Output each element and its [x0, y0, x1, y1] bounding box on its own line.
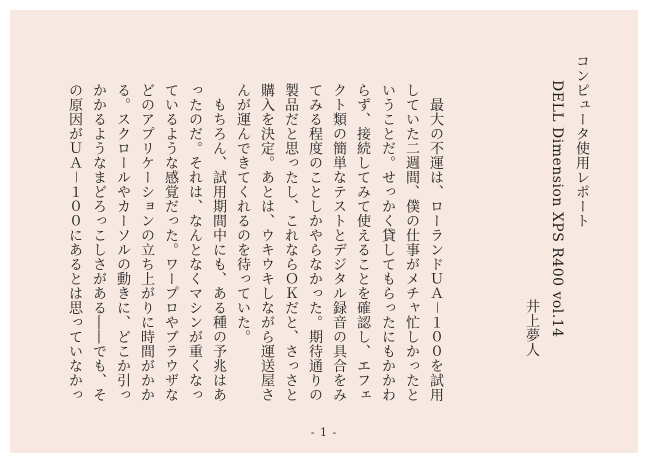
series-title: コンピュータ使用レポート	[574, 54, 590, 228]
body-line: クト類の簡単なテストとデジタル録音の具合をみ	[331, 83, 347, 402]
body-line: の原因がＵＡ－１００にあるとは思っていなかっ	[67, 83, 83, 402]
document-subtitle: DELL Dimension XPS R400 vol.14	[549, 80, 565, 338]
body-line: していた二週間、僕の仕事がメチャ忙しかったと	[404, 83, 420, 402]
body-line: らず、接続してみて使えることを確認し、エフェ	[355, 83, 371, 402]
body-line: る。スクロールやカーソルの動きに、どこか引っ	[115, 83, 131, 402]
body-line: 最大の不運は、ローランドＵＡ－１００を試用	[428, 83, 444, 402]
body-line: いうことだ。せっかく貸してもらったにもかかわ	[380, 83, 396, 402]
body-line: んが運んできてくれるのを待っていた。	[235, 83, 251, 344]
body-line: 購入を決定。あとは、ウキウキしながら運送屋さ	[259, 83, 275, 402]
page-number: - 1 -	[310, 426, 338, 439]
body-line: もちろん、試用期間中にも、ある種の予兆はあ	[211, 83, 227, 402]
body-line: ったのだ。それは、なんとなくマシンが重くなっ	[187, 83, 203, 402]
body-line: 製品だと思ったし、これならＯＫだと、さっさと	[283, 83, 299, 402]
body-line: どのアプリケーションの立ち上がりに時間がかか	[139, 83, 155, 402]
body-line: てみる程度のことしかやらなかった。期待通りの	[307, 83, 323, 402]
body-line: かかるようなまどろっこしさがある――でも、そ	[91, 83, 107, 402]
document-page	[10, 10, 638, 453]
author-name: 井上夢人	[524, 299, 540, 357]
body-line: ているような感覚だった。ワープロやブラウザな	[163, 83, 179, 402]
